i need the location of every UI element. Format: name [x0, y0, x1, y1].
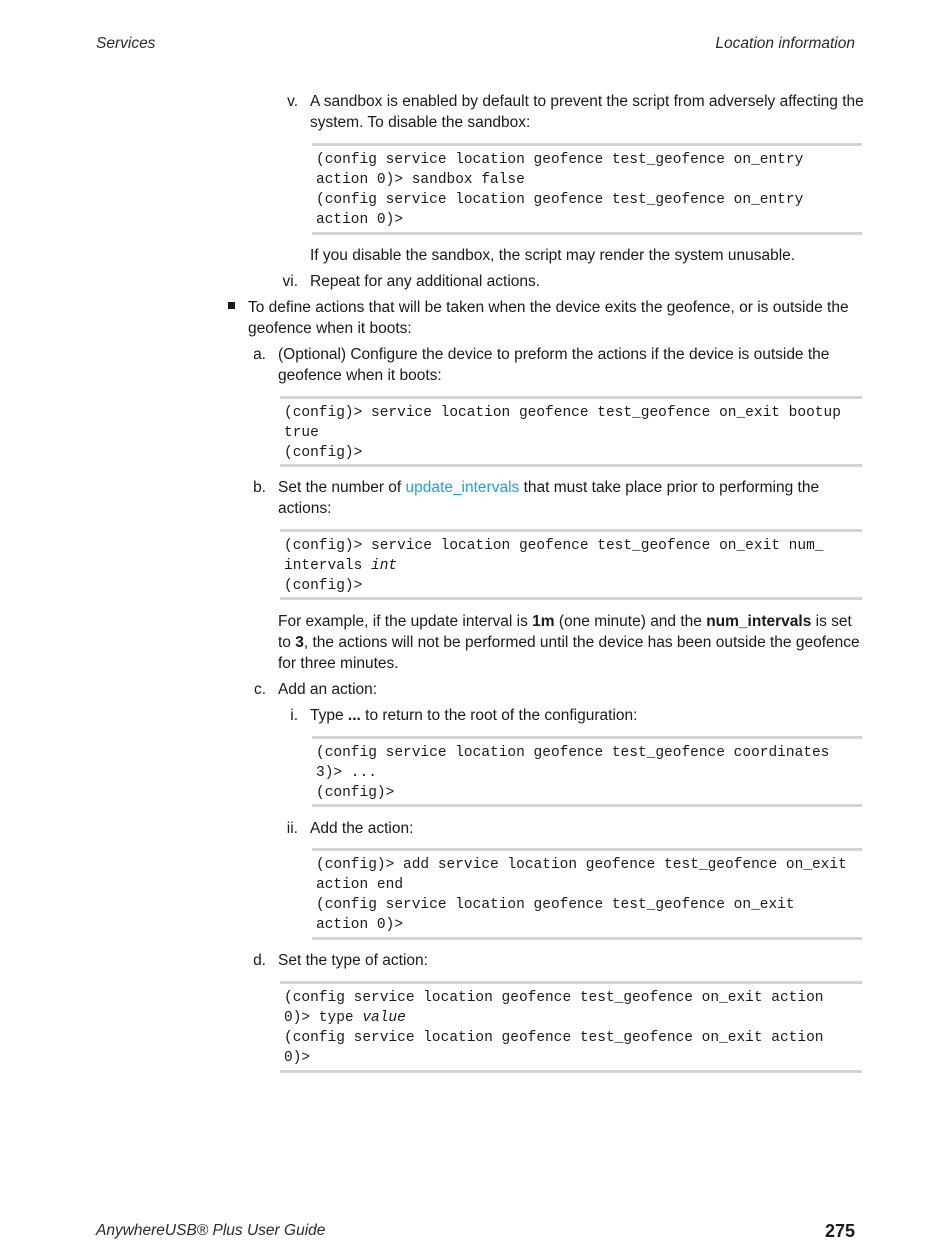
code-block-num-intervals [280, 529, 862, 600]
code-line: 0)> [284, 1050, 311, 1066]
header-left: Services [96, 35, 156, 52]
code-line: action 0)> sandbox false [316, 172, 525, 188]
code-line: (config)> service location geofence test_geofence on_exit bootup [284, 405, 841, 421]
code-line: 0)> type value [284, 1010, 406, 1026]
code-line: (config)> service location geofence test_geofence on_exit num_ [284, 538, 824, 554]
header-right: Location information [715, 35, 855, 52]
footer-title: AnywhereUSB® Plus User Guide [96, 1222, 326, 1239]
step-d-marker: d. [253, 952, 266, 969]
bullet-marker [228, 302, 235, 309]
code-variable: int [371, 558, 398, 574]
code-line: (config)> [284, 445, 363, 461]
code-line: intervals int [284, 558, 398, 574]
step-c-i-text: Type ... to return to the root of the configuration: [310, 707, 638, 724]
page-number: 275 [824, 1221, 855, 1241]
code-line: (config service location geofence test_geofence on_entry [316, 152, 804, 168]
code-line: (config service location geofence test_geofence coordinates [316, 745, 830, 761]
code-block-action-type [280, 981, 862, 1073]
step-v-marker: v. [287, 93, 298, 110]
step-c-i-marker: i. [290, 707, 298, 724]
step-vi-text: Repeat for any additional actions. [310, 273, 541, 290]
update-intervals-link[interactable]: update_intervals [405, 479, 520, 496]
code-block-bootup [280, 396, 862, 467]
sandbox-note: If you disable the sandbox, the script may render the system unusable. [310, 247, 796, 264]
step-c-ii-marker: ii. [286, 820, 298, 837]
step-b-marker: b. [253, 479, 266, 496]
step-a-marker: a. [253, 346, 266, 363]
code-line: (config service location geofence test_geofence on_exit action [284, 1030, 824, 1046]
code-line: action end [316, 877, 404, 893]
code-line: 3)> ... [316, 765, 377, 781]
code-variable: value [362, 1010, 406, 1026]
step-b-example: For example, if the update interval is 1m (one minute) and the num_intervals is set to 3, the actions will not be performed until the device has been outside the geofence for three minutes. [278, 613, 860, 672]
step-a-text: (Optional) Configure the device to preform the actions if the device is outside the geofence when it boots: [278, 346, 830, 384]
step-v-text: A sandbox is enabled by default to prevent the script from adversely affecting the system. To disable the sandbox: [310, 93, 864, 131]
step-vi-marker: vi. [282, 273, 298, 290]
code-line: (config)> [284, 578, 363, 594]
step-c-text: Add an action: [278, 681, 378, 698]
code-line: (config service location geofence test_geofence on_exit action [284, 990, 824, 1006]
code-line: (config)> add service location geofence test_geofence on_exit [316, 857, 847, 873]
code-block-sandbox [312, 143, 862, 235]
code-line: (config service location geofence test_geofence on_entry [316, 192, 804, 208]
bullet-text: To define actions that will be taken when the device exits the geofence, or is outside the geofence when it boots: [248, 299, 849, 337]
step-c-ii-text: Add the action: [310, 820, 414, 837]
code-line: action 0)> [316, 212, 404, 228]
code-block-add-action [312, 848, 862, 940]
code-line: action 0)> [316, 917, 404, 933]
step-c-marker: c. [253, 681, 266, 698]
code-line: (config service location geofence test_geofence on_exit [316, 897, 795, 913]
code-block-return-root [312, 736, 862, 807]
step-b-text: Set the number of update_intervals that must take place prior to performing the actions: [278, 479, 820, 517]
code-line: true [284, 425, 319, 441]
code-line: (config)> [316, 785, 395, 801]
step-d-text: Set the type of action: [278, 952, 428, 969]
